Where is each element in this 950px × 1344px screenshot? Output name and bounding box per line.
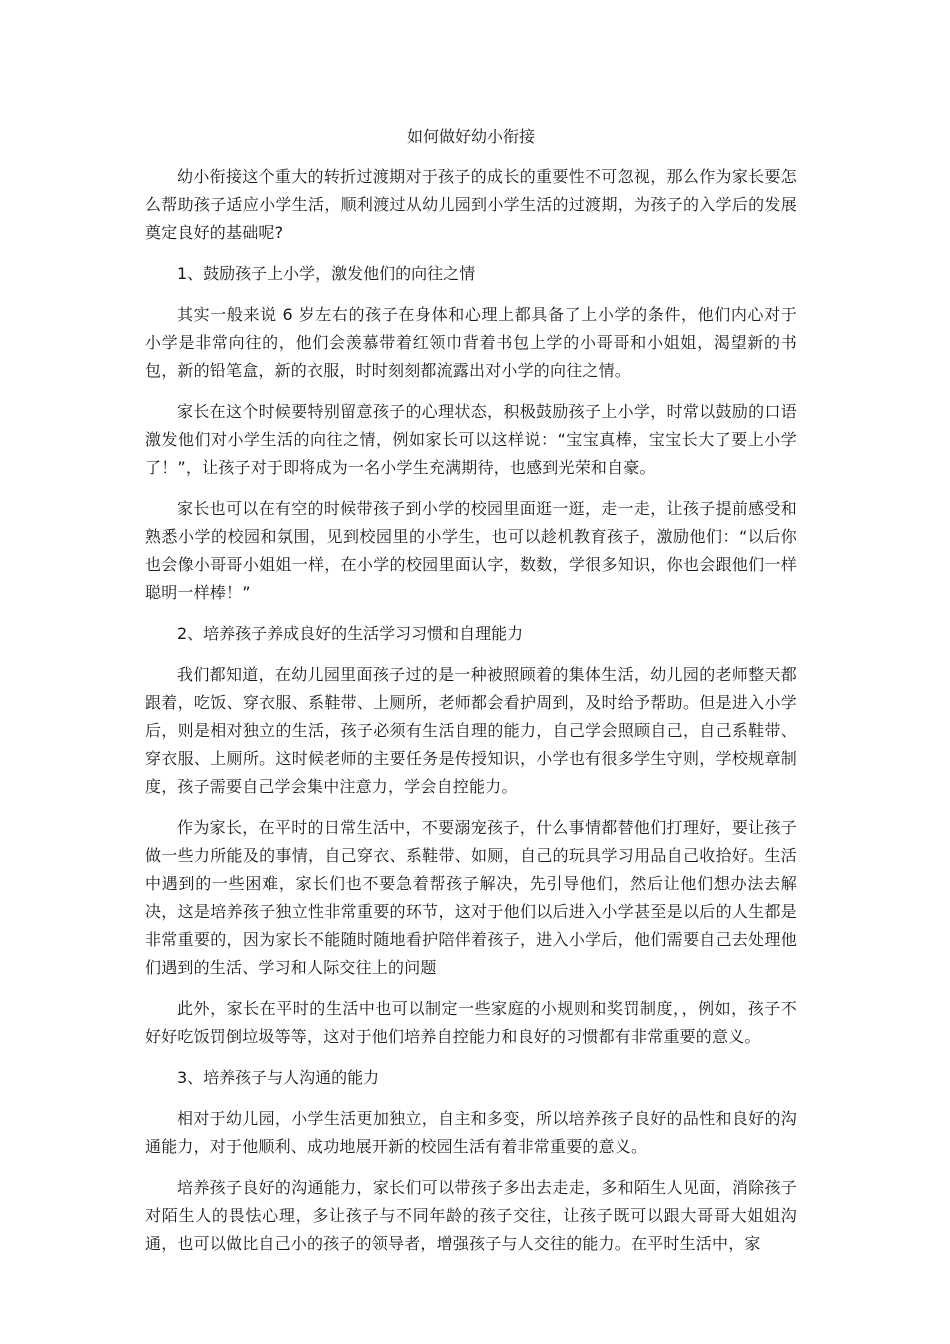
- section-heading-2: 2、培养孩子养成良好的生活学习习惯和自理能力: [177, 624, 524, 643]
- paragraph: 相对于幼儿园，小学生活更加独立，自主和多变，所以培养孩子良好的品性和良好的沟通能力，对于他顺利、成功地展开新的校园生活有着非常重要的意义。: [145, 1109, 797, 1156]
- paragraph: 此外，家长在平时的生活中也可以制定一些家庭的小规则和奖罚制度，，例如，孩子不好好吃饭罚倒垃圾等等，这对于他们培养自控能力和良好的习惯都有非常重要的意义。: [145, 999, 797, 1046]
- paragraph: 其实一般来说 6 岁左右的孩子在身体和心理上都具备了上小学的条件，他们内心对于小学是非常向往的，他们会羡慕带着红领巾背着书包上学的小哥哥和小姐姐，渴望新的书包，新的铅笔盒，新的衣服，时时刻刻都流露出对小学的向往之情。: [145, 305, 797, 380]
- intro-paragraph: 幼小衔接这个重大的转折过渡期对于孩子的成长的重要性不可忽视，那么作为家长要怎么帮助孩子适应小学生活，顺利渡过从幼儿园到小学生活的过渡期，为孩子的入学后的发展奠定良好的基础呢?: [145, 167, 797, 242]
- document-title: 如何做好幼小衔接: [406, 127, 535, 146]
- section-heading-3: 3、培养孩子与人沟通的能力: [177, 1068, 380, 1087]
- section-heading-1: 1、鼓励孩子上小学，激发他们的向往之情: [177, 264, 476, 283]
- paragraph: 作为家长，在平时的日常生活中，不要溺宠孩子，什么事情都替他们打理好，要让孩子做一些力所能及的事情，自己穿衣、系鞋带、如厕，自己的玩具学习用品自己收拾好。生活中遇到的一些困难，家长们也不要急着帮孩子解决，先引导他们，然后让他们想办法去解决，这是培养孩子独立性非常重要的环节，这对于他们以后进入小学甚至是以后的人生都是非常重要的，因为家长不能随时随地看护陪伴着孩子，进入小学后，他们需要自己去处理他们遇到的生活、学习和人际交往上的问题: [145, 818, 797, 977]
- document-page: [145, 125, 797, 1271]
- paragraph: 家长在这个时候要特别留意孩子的心理状态，积极鼓励孩子上小学，时常以鼓励的口语激发他们对小学生活的向往之情，例如家长可以这样说：“宝宝真棒，宝宝长大了要上小学了！”，让孩子对于即将成为一名小学生充满期待，也感到光荣和自豪。: [145, 402, 797, 477]
- paragraph: 培养孩子良好的沟通能力，家长们可以带孩子多出去走走，多和陌生人见面，消除孩子对陌生人的畏怯心理，多让孩子与不同年龄的孩子交往，让孩子既可以跟大哥哥大姐姐沟通，也可以做比自己小的孩子的领导者，增强孩子与人交往的能力。在平时生活中，家: [145, 1178, 797, 1253]
- paragraph: 我们都知道，在幼儿园里面孩子过的是一种被照顾着的集体生活，幼儿园的老师整天都跟着，吃饭、穿衣服、系鞋带、上厕所，老师都会看护周到，及时给予帮助。但是进入小学后，则是相对独立的生活，孩子必须有生活自理的能力，自己学会照顾自己，自己系鞋带、穿衣服、上厕所。这时候老师的主要任务是传授知识，小学也有很多学生守则，学校规章制度，孩子需要自己学会集中注意力，学会自控能力。: [145, 665, 797, 796]
- paragraph: 家长也可以在有空的时候带孩子到小学的校园里面逛一逛，走一走，让孩子提前感受和熟悉小学的校园和氛围，见到校园里的小学生，也可以趁机教育孩子，激励他们：“以后你也会像小哥哥小姐姐一样，在小学的校园里面认字，数数，学很多知识，你也会跟他们一样聪明一样棒！”: [145, 499, 797, 602]
